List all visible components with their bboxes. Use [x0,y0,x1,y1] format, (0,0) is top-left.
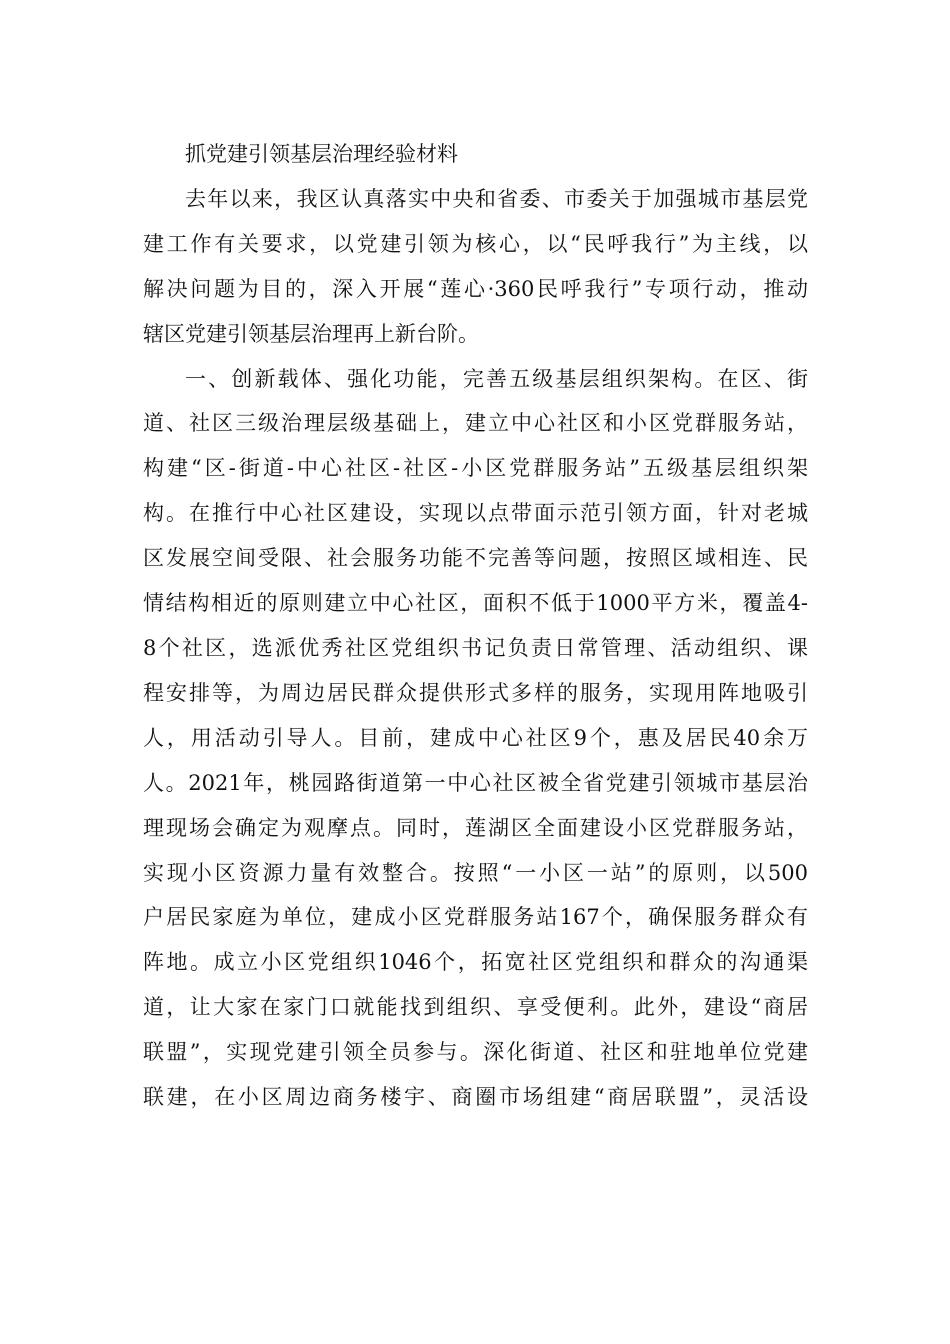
text-line: 道、社区三级治理层级基础上，建立中心社区和小区党群服务站， [143,411,808,436]
text-line: 户居民家庭为单位，建成小区党群服务站167个，确保服务群众有 [143,905,808,930]
text-line: 人。2021年，桃园路街道第一中心社区被全省党建引领城市基层治 [143,770,808,795]
paragraph-section-one [143,357,808,1120]
text-line: 8个社区，选派优秀社区党组织书记负责日常管理、活动组织、课 [143,635,808,660]
text-line: 建工作有关要求，以党建引领为核心，以“民呼我行”为主线，以 [143,231,808,256]
text-line: 情结构相近的原则建立中心社区，面积不低于1000平方米，覆盖4- [143,591,808,616]
document-body [143,132,808,1120]
text-line: 理现场会确定为观摩点。同时，莲湖区全面建设小区党群服务站， [143,815,808,840]
text-line: 区发展空间受限、社会服务功能不完善等问题，按照区域相连、民 [143,546,808,571]
paragraph-intro [143,177,808,357]
text-line: 人，用活动引导人。目前，建成中心社区9个，惠及居民40余万 [143,725,808,750]
text-line: 阵地。成立小区党组织1046个，拓宽社区党组织和群众的沟通渠 [143,950,808,975]
text-line: 程安排等，为周边居民群众提供形式多样的服务，实现用阵地吸引 [143,680,808,705]
text-line: 辖区党建引领基层治理再上新台阶。 [143,321,479,346]
document-title: 抓党建引领基层治理经验材料 [185,142,458,166]
text-line: 实现小区资源力量有效整合。按照“一小区一站”的原则，以500 [143,860,808,885]
text-line: 联建，在小区周边商务楼宇、商圈市场组建“商居联盟”，灵活设 [143,1085,808,1110]
text-line: 道，让大家在家门口就能找到组织、享受便利。此外，建设“商居 [143,995,808,1020]
text-line: 去年以来，我区认真落实中央和省委、市委关于加强城市基层党 [185,186,808,211]
text-line: 一、创新载体、强化功能，完善五级基层组织架构。在区、街 [185,366,808,391]
text-line: 联盟”，实现党建引领全员参与。深化街道、社区和驻地单位党建 [143,1040,808,1065]
text-line: 构建“区-街道-中心社区-社区-小区党群服务站”五级基层组织架 [143,456,808,481]
text-line: 解决问题为目的，深入开展“莲心·360民呼我行”专项行动，推动 [143,276,808,301]
text-line: 构。在推行中心社区建设，实现以点带面示范引领方面，针对老城 [143,501,808,526]
